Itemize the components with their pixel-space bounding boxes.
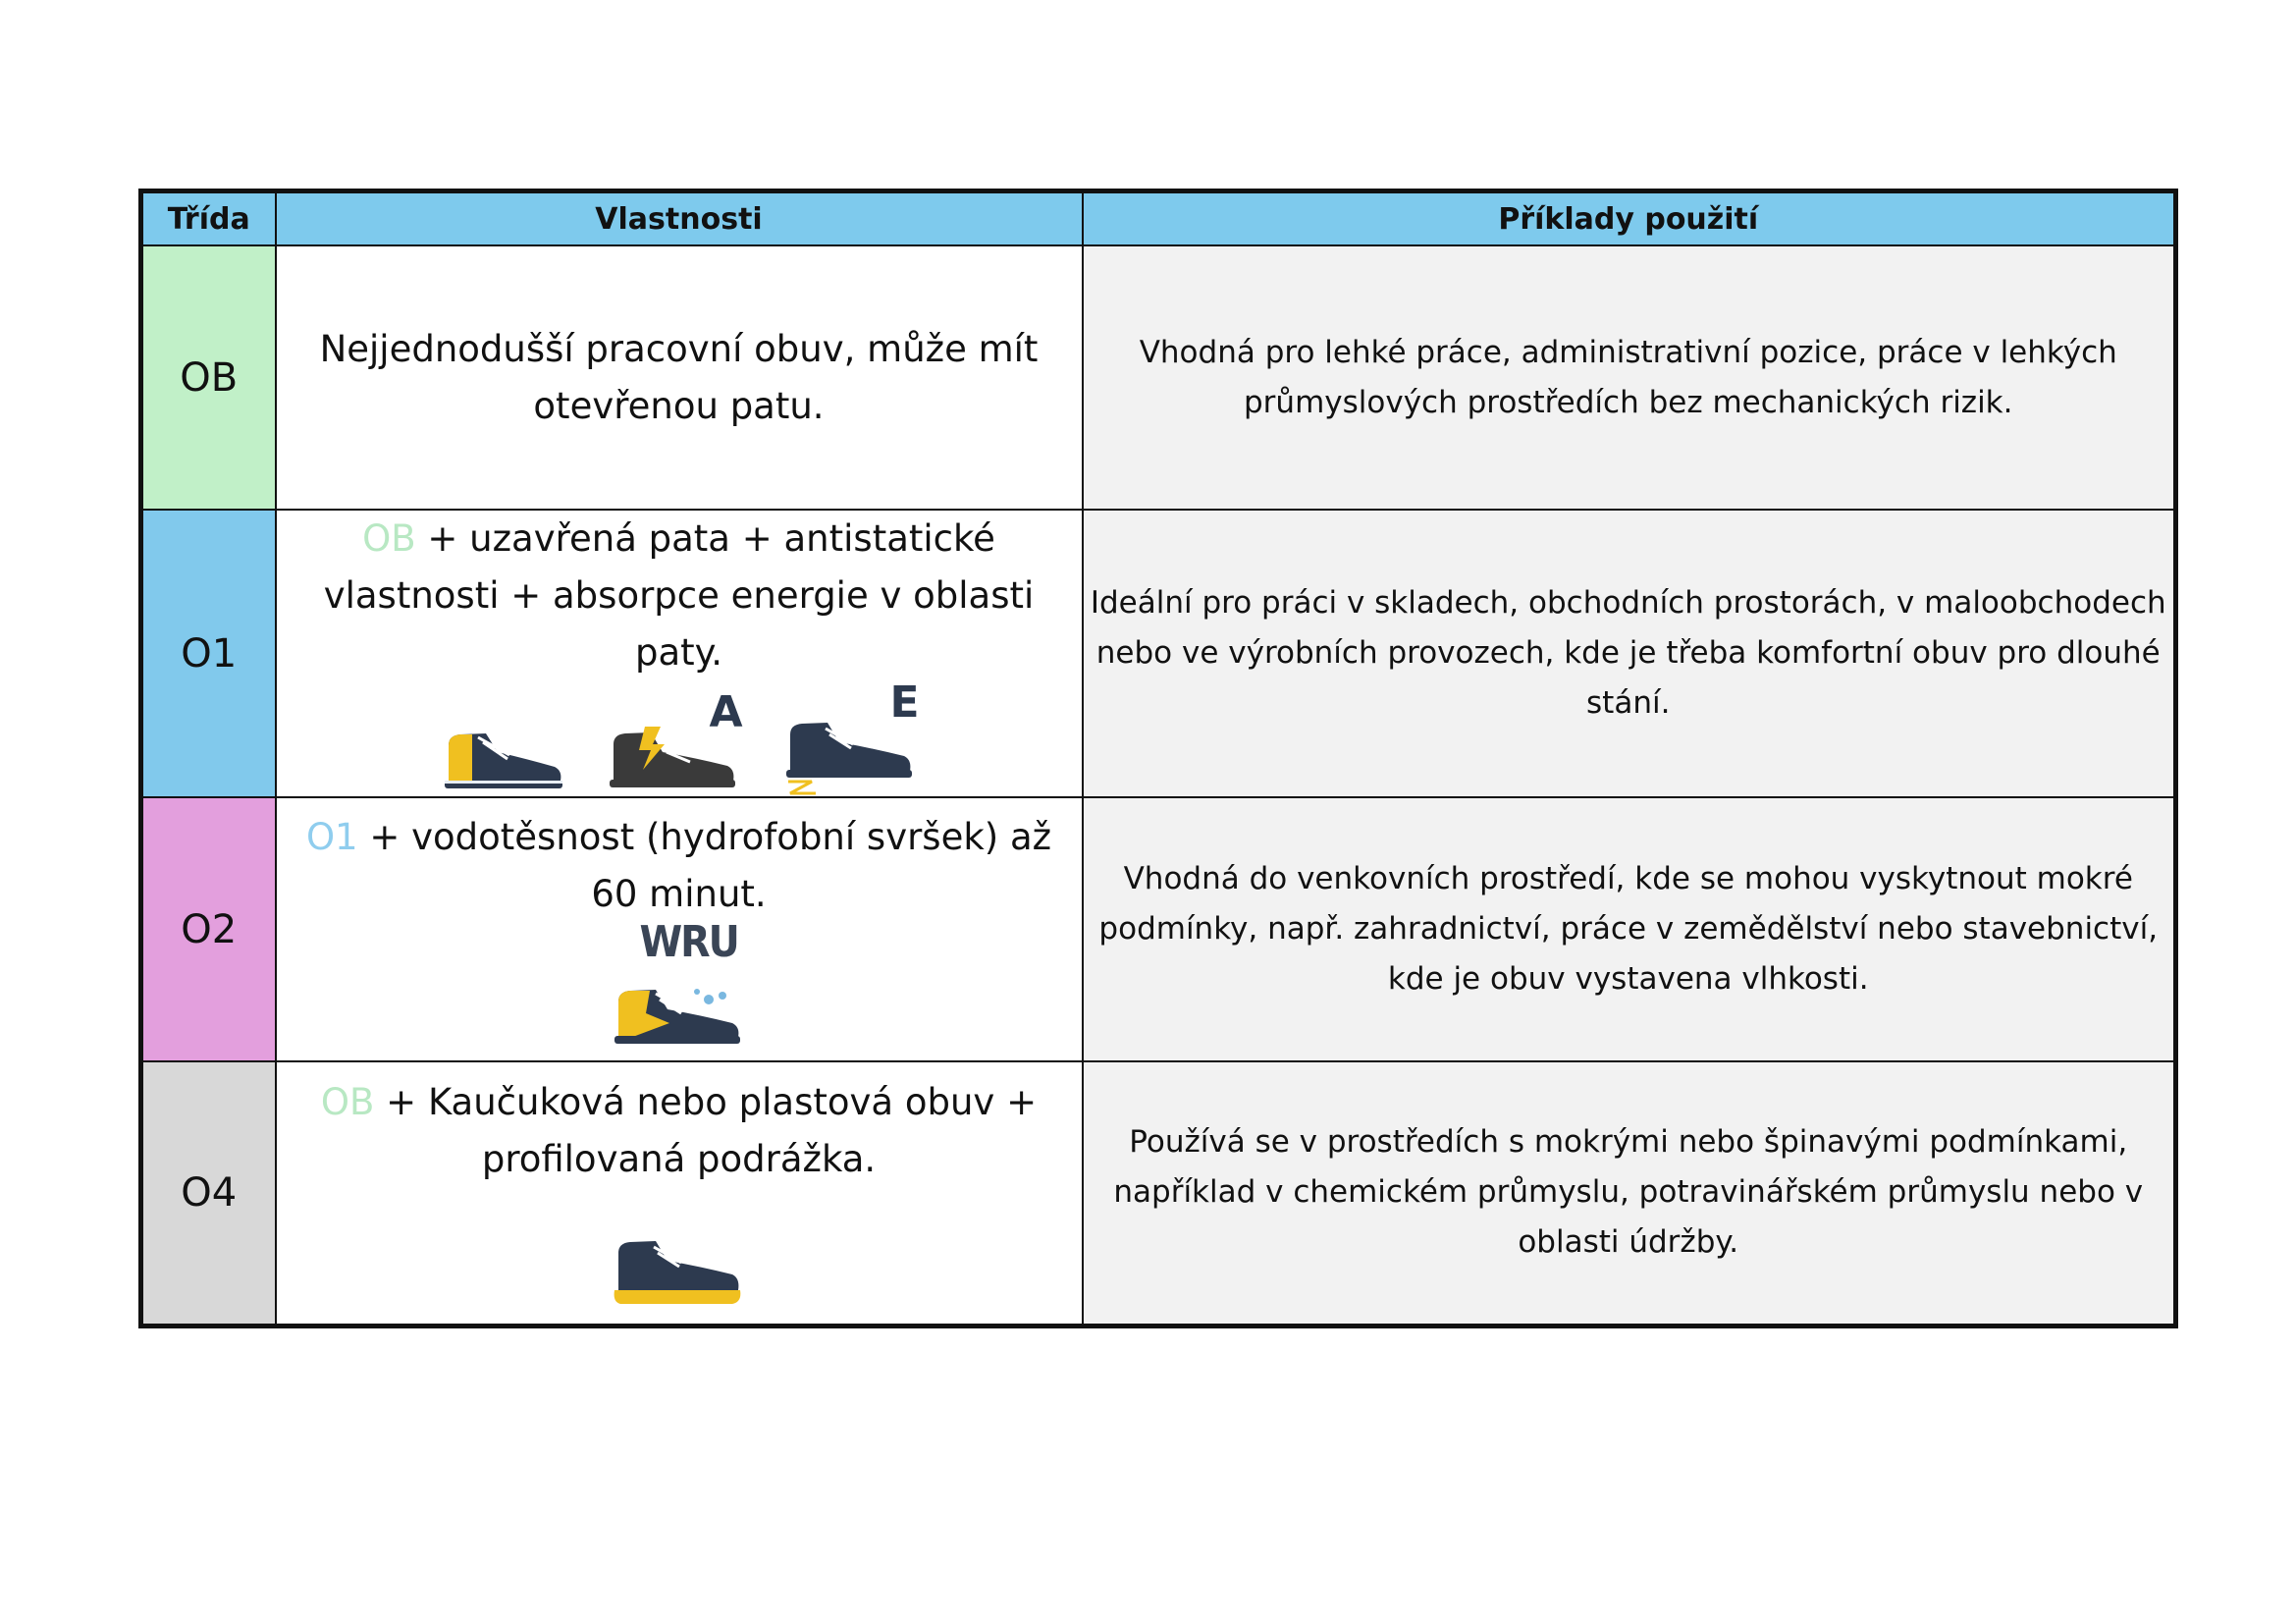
antistatic-label: A <box>709 687 743 737</box>
properties-cell <box>276 797 1083 1061</box>
energy-icon-wrap <box>782 677 920 796</box>
properties-text: O1 + vodotěsnost (hydrofobní svršek) až 60 minut. <box>305 815 1052 915</box>
properties-text: OB + Kaučuková nebo plastová obuv + profilovaná podrážka. <box>320 1080 1038 1180</box>
usage-cell: Ideální pro práci v skladech, obchodních prostorách, v maloobchodech nebo ve výrobních provozech, kde je třeba komfortní obuv pro dlouhé stání. <box>1083 510 2176 797</box>
icon-group <box>277 677 1082 796</box>
header-row <box>141 191 2176 246</box>
class-reference: O1 <box>305 815 358 858</box>
table-row <box>141 797 2176 1061</box>
class-cell-ob: OB <box>141 245 276 510</box>
properties-text: OB + uzavřená pata + antistatické vlastnosti + absorpce energie v oblasti paty. <box>323 517 1035 674</box>
header-usage: Příklady použití <box>1083 191 2176 246</box>
properties-cell <box>276 245 1083 510</box>
class-reference: OB <box>320 1080 375 1123</box>
energy-label: E <box>889 677 920 728</box>
class-cell-o4: O4 <box>141 1061 276 1326</box>
header-class: Třída <box>141 191 276 246</box>
properties-cell <box>276 1061 1083 1326</box>
usage-cell: Vhodná do venkovních prostředí, kde se mohou vyskytnout mokré podmínky, např. zahradnictví, práce v zemědělství nebo stavebnictví, kde je obuv vystavena vlhkosti. <box>1083 797 2176 1061</box>
icon-group <box>277 1204 1082 1312</box>
class-cell-o1: O1 <box>141 510 276 797</box>
header-properties: Vlastnosti <box>276 191 1083 246</box>
class-reference: OB <box>362 517 416 560</box>
rubber-sole-shoe-icon <box>611 1204 748 1312</box>
protective-footwear-table <box>138 189 2178 1328</box>
table-row <box>141 510 2176 797</box>
water-resistant-icon-wrap <box>611 916 748 1051</box>
table-row <box>141 245 2176 510</box>
antistatic-icon-wrap <box>606 687 743 796</box>
closed-heel-shoe-icon <box>439 698 566 796</box>
properties-text: Nejjednodušší pracovní obuv, může mít otevřenou patu. <box>319 327 1039 427</box>
water-resistant-label: WRU <box>639 916 738 967</box>
usage-cell: Vhodná pro lehké práce, administrativní pozice, práce v lehkých průmyslových prostředích bez mechanických rizik. <box>1083 245 2176 510</box>
table-row <box>141 1061 2176 1326</box>
water-resistant-shoe-icon <box>611 925 748 1051</box>
usage-cell: Používá se v prostředích s mokrými nebo špinavými podmínkami, například v chemickém průmyslu, potravinářském průmyslu nebo v oblasti údržby. <box>1083 1061 2176 1326</box>
class-cell-o2: O2 <box>141 797 276 1061</box>
icon-group <box>277 916 1082 1051</box>
properties-cell <box>276 510 1083 797</box>
